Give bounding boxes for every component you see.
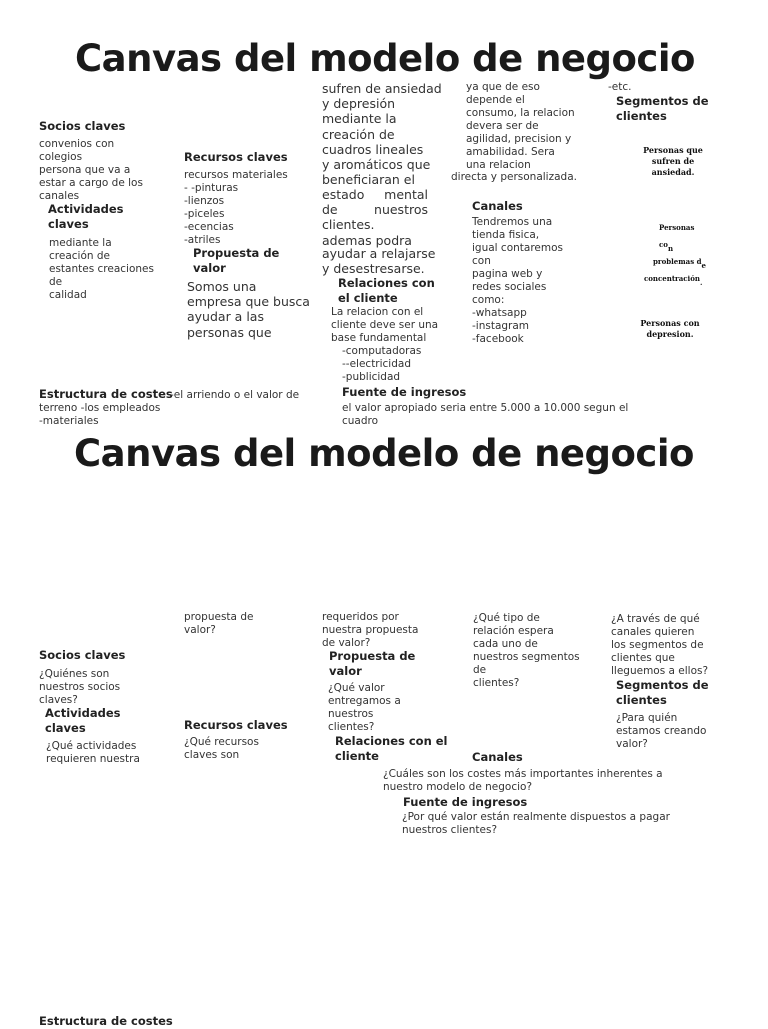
- page1-title: Canvas del modelo de negocio: [75, 37, 695, 80]
- p2-ingresos-heading: Fuente de ingresos: [403, 795, 528, 809]
- p1-propuesta-heading: Propuesta de valor: [193, 246, 280, 275]
- p1-seg2-sup3: .: [699, 278, 703, 287]
- p1-costes-text: terreno -los empleados -materiales: [39, 402, 161, 427]
- p2-costes-question: ¿Cuáles son los costes más importantes inherentes a nuestro modelo de negocio?: [383, 768, 663, 793]
- p1-propuesta-cont-justified: estado mental de nuestros clientes. ademas podra: [322, 187, 428, 248]
- p2-segmentos-heading: Segmentos de clientes: [616, 678, 709, 707]
- p1-actividades-heading: Actividades claves: [48, 202, 124, 231]
- p1-ingresos-text: el valor apropiado seria entre 5.000 a 10.000 segun el cuadro: [342, 402, 629, 427]
- p1-seg2-line3: concentración: [644, 274, 700, 283]
- p2-recursos-heading: Recursos claves: [184, 718, 288, 732]
- p2-canales-heading: Canales: [472, 750, 523, 764]
- p1-relaciones-heading: Relaciones con el cliente: [338, 276, 435, 305]
- p1-segmentos-heading: Segmentos de clientes: [616, 94, 709, 123]
- p1-propuesta-cont-top: sufren de ansiedad y depresión mediante la creación de cuadros lineales y aromáticos que beneficiaran el: [322, 81, 442, 188]
- p1-costes-heading: Estructura de costes: [39, 387, 173, 401]
- p2-recursos-text: ¿Qué recursos claves son: [184, 736, 259, 761]
- p2-propuesta-top: propuesta de valor?: [184, 611, 254, 636]
- p2-actividades-heading: Actividades claves: [45, 706, 121, 735]
- p2-actividades-text: ¿Qué actividades requieren nuestra: [46, 740, 140, 765]
- p1-seg2-line2: problemas d: [653, 257, 702, 266]
- p1-relaciones-cont-last: directa y personalizada.: [451, 171, 577, 183]
- p1-propuesta-cont-bottom: ayudar a relajarse y desestresarse.: [322, 246, 436, 277]
- p1-segmento-ansiedad: Personas que sufren de ansiedad.: [643, 145, 703, 177]
- p1-costes-inline: -el arriendo o el valor de: [170, 389, 300, 401]
- p1-propuesta-text: Somos una empresa que busca ayudar a las personas que: [187, 279, 310, 340]
- p2-relaciones-heading: Relaciones con el cliente: [335, 734, 448, 763]
- p1-segmento-concentracion: [640, 219, 710, 287]
- p2-socios-heading: Socios claves: [39, 648, 126, 662]
- p1-seg2-sup2: e: [701, 261, 706, 270]
- p2-propuesta-text: ¿Qué valor entregamos a nuestros clientes?: [328, 682, 401, 733]
- page2-title: Canvas del modelo de negocio: [74, 432, 694, 475]
- p1-socios-text: convenios con colegios persona que va a estar a cargo de los canales: [39, 138, 143, 202]
- p2-costes-heading: Estructura de costes: [39, 1014, 173, 1028]
- p1-seg2-line1: Personas co: [659, 223, 695, 249]
- p1-canales-heading: Canales: [472, 199, 523, 213]
- p2-relacion-question: ¿Qué tipo de relación espera cada uno de nuestros segmentos de clientes?: [473, 612, 580, 689]
- p2-requeridos-top: requeridos por nuestra propuesta de valor?: [322, 611, 419, 649]
- p1-socios-heading: Socios claves: [39, 119, 126, 133]
- p1-ingresos-heading: Fuente de ingresos: [342, 385, 467, 399]
- p1-segmento-depresion: Personas con depresion.: [640, 318, 700, 339]
- p1-relaciones-text: La relacion con el cliente deve ser una base fundamental: [331, 306, 439, 344]
- p2-propuesta-heading: Propuesta de valor: [329, 649, 416, 678]
- p2-ingresos-text: ¿Por qué valor están realmente dispuestos a pagar nuestros clientes?: [402, 811, 670, 836]
- p1-segmentos-prefix: -etc.: [608, 81, 632, 93]
- p1-actividades-text: mediante la creación de estantes creaciones de calidad: [49, 237, 154, 301]
- p1-relaciones-cont: ya que de eso depende el consumo, la relacion devera ser de agilidad, precision y amabilidad. Sera una relacion: [466, 81, 575, 171]
- p1-canales-text: Tendremos una tienda fisica, igual contaremos con pagina web y redes sociales como: -whatsapp -instagram -facebook: [472, 216, 563, 345]
- p2-canales-question: ¿A través de qué canales quieren los segmentos de clientes que lleguemos a ellos?: [611, 613, 709, 677]
- p2-socios-text: ¿Quiénes son nuestros socios claves?: [39, 668, 121, 706]
- p2-segmentos-text: ¿Para quién estamos creando valor?: [616, 712, 707, 750]
- p1-recursos-heading: Recursos claves: [184, 150, 288, 164]
- p1-recursos-text: recursos materiales - -pinturas -lienzos -piceles -ecencias -atriles: [184, 169, 288, 246]
- p1-seg2-sup1: n: [667, 244, 674, 253]
- p1-relaciones-list: -computadoras --electricidad -publicidad: [342, 345, 422, 383]
